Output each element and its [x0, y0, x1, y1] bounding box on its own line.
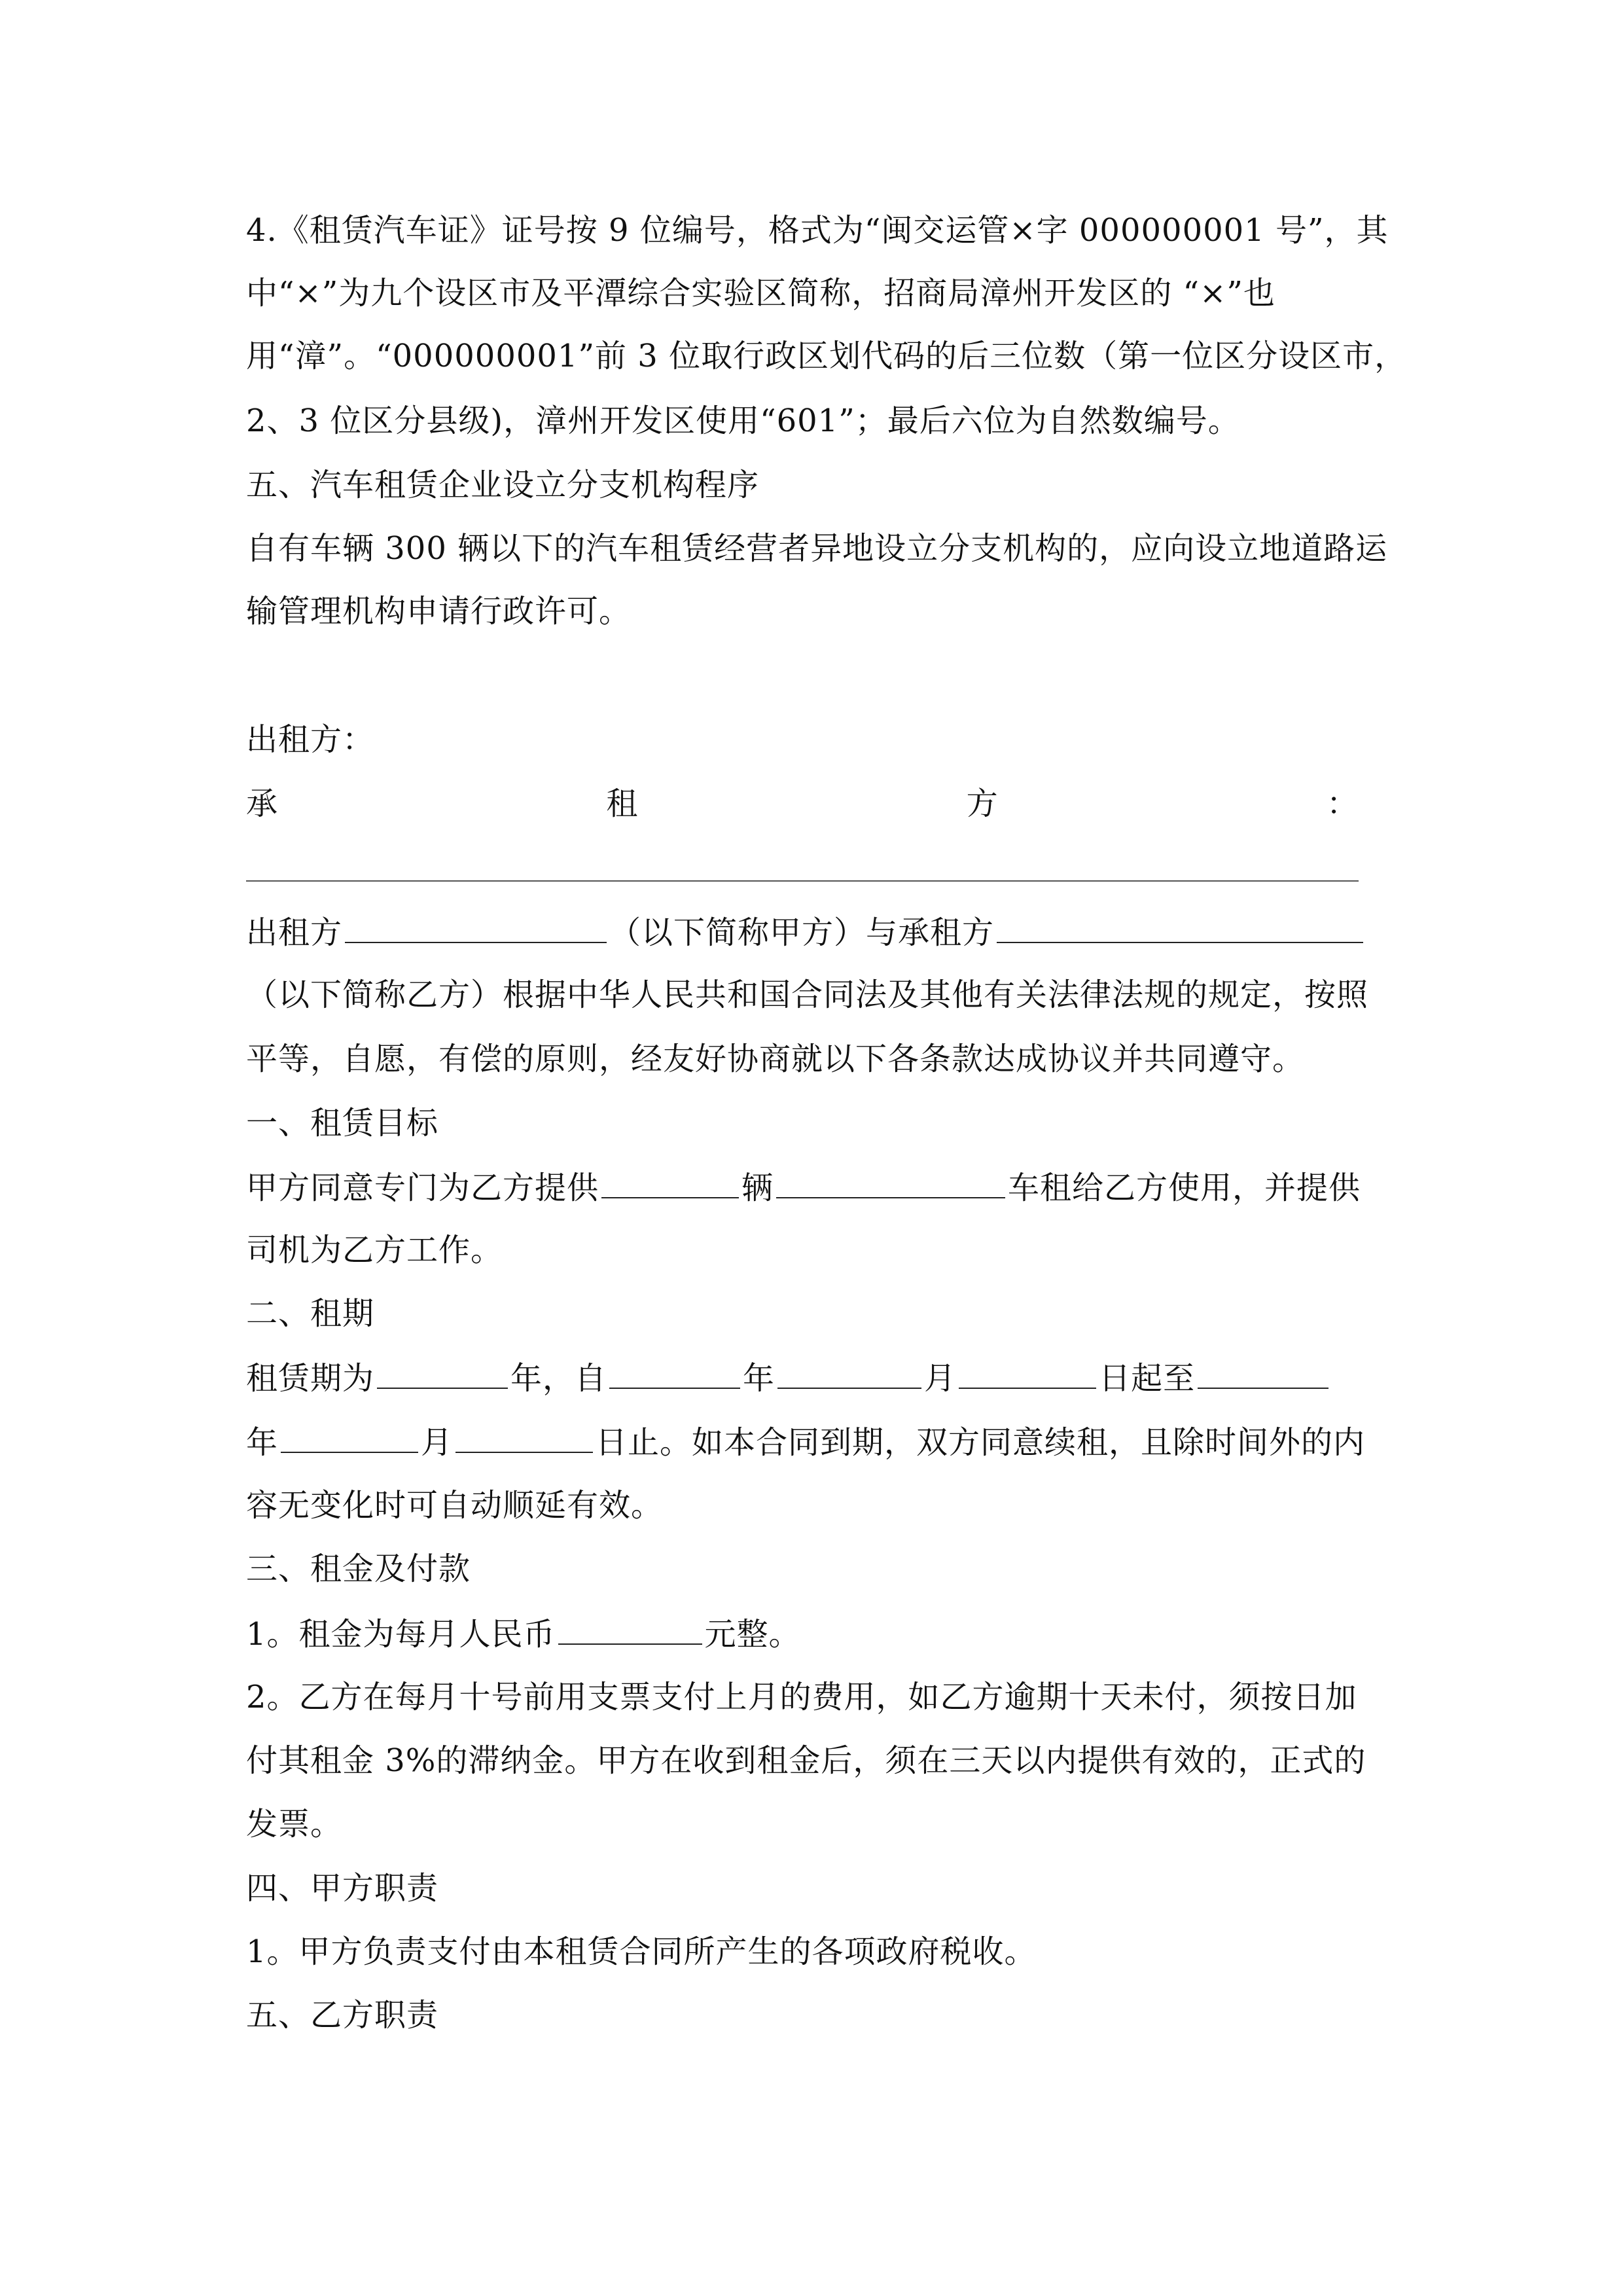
section-heading: 三、租金及付款 [246, 1551, 471, 1587]
text-line: 4.《租赁汽车证》证号按 9 位编号，格式为“闽交运管×字 000000001 号”，其 [246, 212, 1389, 249]
text-line: 平等，自愿，有偿的原则，经友好协商就以下各条款达成协议并共同遵守。 [246, 1041, 1305, 1077]
start-month-blank[interactable] [777, 1357, 921, 1389]
lessee-label-spread: 承 租 方 ： [246, 785, 1359, 822]
text-line: 租赁期为 年，自 年 月 日起至 [246, 1357, 1378, 1398]
rent-amount-blank[interactable] [558, 1613, 702, 1645]
lessor-name-blank[interactable] [345, 912, 607, 943]
start-year-blank[interactable] [609, 1357, 740, 1389]
text-line: 付其租金 3%的滞纳金。甲方在收到租金后，须在三天以内提供有效的，正式的 [246, 1742, 1366, 1779]
text-line: 司机为乙方工作。 [246, 1232, 503, 1268]
end-month-blank[interactable] [281, 1422, 418, 1453]
text-line: 中“×”为九个设区市及平潭综合实验区简称，招商局漳州开发区的 “×”也 [246, 275, 1275, 312]
text-line: 1。租金为每月人民币 元整。 [246, 1613, 1378, 1654]
vehicle-count-blank[interactable] [601, 1167, 739, 1198]
section-heading: 一、租赁目标 [246, 1105, 439, 1141]
text-line: （以下简称乙方）根据中华人民共和国合同法及其他有关法律法规的规定，按照 [246, 977, 1369, 1013]
text-line: 输管理机构申请行政许可。 [246, 593, 632, 630]
vehicle-type-blank[interactable] [776, 1167, 1005, 1198]
section-heading: 四、甲方职责 [246, 1870, 439, 1907]
section-heading: 五、汽车租赁企业设立分支机构程序 [246, 467, 760, 503]
lease-years-blank[interactable] [377, 1357, 508, 1389]
end-day-blank[interactable] [455, 1422, 593, 1453]
text-line: 甲方同意专门为乙方提供 辆 车租给乙方使用，并提供 [246, 1167, 1378, 1208]
text-line: 容无变化时可自动顺延有效。 [246, 1487, 664, 1524]
text-line: 2。乙方在每月十号前用支票支付上月的费用，如乙方逾期十天未付，须按日加 [246, 1679, 1357, 1715]
text-line: 1。甲方负责支付由本租赁合同所产生的各项政府税收。 [246, 1933, 1037, 1970]
end-year-blank[interactable] [1198, 1357, 1329, 1389]
text-line: 出租方 （以下简称甲方）与承租方 [246, 912, 1378, 952]
text-line: 用“漳”。“000000001”前 3 位取行政区划代码的后三位数（第一位区分设区市， [246, 338, 1407, 374]
text-line: 发票。 [246, 1806, 343, 1842]
divider-line [246, 880, 1359, 882]
start-day-blank[interactable] [959, 1357, 1096, 1389]
section-heading: 五、乙方职责 [246, 1997, 439, 2034]
text-line: 自有车辆 300 辆以下的汽车租赁经营者异地设立分支机构的，应向设立地道路运 [246, 530, 1388, 567]
text-line: 年 月 日止。如本合同到期，双方同意续租，且除时间外的内 [246, 1422, 1378, 1462]
text-line: 2、3 位区分县级)，漳州开发区使用“601”；最后六位为自然数编号。 [246, 403, 1240, 439]
section-heading: 二、租期 [246, 1295, 375, 1332]
lessee-name-blank[interactable] [997, 912, 1363, 943]
lessor-label: 出租方： [246, 721, 375, 758]
